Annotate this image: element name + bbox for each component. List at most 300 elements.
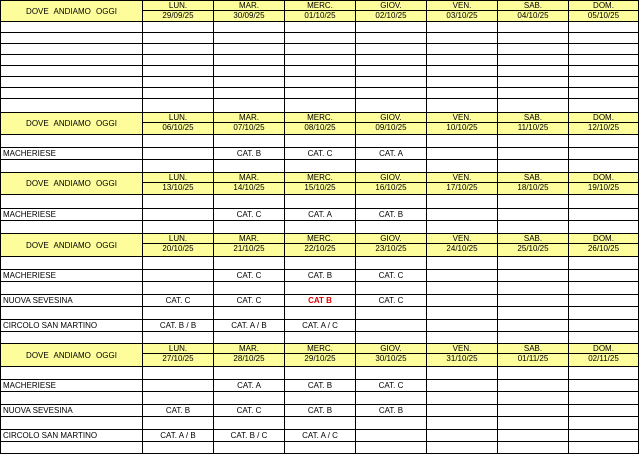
day-name: DOM. <box>569 234 638 244</box>
day-header <box>143 113 214 135</box>
category-cell <box>356 22 427 33</box>
category-cell <box>285 44 356 55</box>
day-name: GIOV. <box>356 344 426 354</box>
category-cell <box>285 257 356 270</box>
category-cell <box>214 221 285 234</box>
category-cell <box>427 88 498 99</box>
table-row <box>0 55 640 66</box>
category-cell <box>498 221 569 234</box>
category-cell <box>143 380 214 392</box>
category-cell <box>427 405 498 417</box>
category-cell <box>285 195 356 209</box>
category-cell <box>143 195 214 209</box>
category-cell <box>569 33 639 44</box>
category-cell <box>285 307 356 320</box>
category-cell <box>427 417 498 430</box>
category-cell <box>285 282 356 295</box>
place-name <box>0 160 143 173</box>
table-row <box>0 320 640 332</box>
category-cell <box>498 320 569 332</box>
place-name: MACHERIESE <box>0 270 143 282</box>
table-row <box>0 295 640 307</box>
day-header <box>569 344 639 367</box>
category-cell <box>569 148 639 160</box>
place-name <box>0 257 143 270</box>
day-header <box>214 344 285 367</box>
place-name <box>0 99 143 113</box>
table-row <box>0 332 640 344</box>
day-date: 26/10/25 <box>587 244 620 253</box>
category-cell <box>498 442 569 454</box>
category-cell <box>143 33 214 44</box>
category-cell <box>569 66 639 77</box>
table-row <box>0 221 640 234</box>
section-title: DOVE ANDIAMO OGGI <box>0 344 143 367</box>
category-cell: CAT. C <box>356 270 427 282</box>
category-cell: CAT. C <box>356 380 427 392</box>
day-date: 03/10/25 <box>446 11 478 20</box>
table-row <box>0 430 640 442</box>
category-cell: CAT. C <box>285 148 356 160</box>
day-header <box>569 173 639 195</box>
day-date: 29/10/25 <box>304 354 336 363</box>
day-date: 30/09/25 <box>233 11 265 20</box>
category-cell <box>214 66 285 77</box>
place-name <box>0 221 143 234</box>
day-header <box>214 0 285 22</box>
day-name: GIOV. <box>356 173 426 183</box>
day-name: VEN. <box>427 173 497 183</box>
place-name <box>0 135 143 148</box>
category-cell <box>569 270 639 282</box>
category-cell <box>356 367 427 380</box>
section-title: DOVE ANDIAMO OGGI <box>0 0 143 22</box>
day-name: VEN. <box>427 1 497 11</box>
place-name <box>0 332 143 344</box>
day-date: 01/10/25 <box>304 11 336 20</box>
category-cell <box>427 160 498 173</box>
category-cell: CAT B <box>285 295 356 307</box>
category-cell <box>427 307 498 320</box>
day-name: DOM. <box>569 113 638 123</box>
category-cell <box>427 33 498 44</box>
category-cell: CAT. B <box>285 380 356 392</box>
week-section <box>0 113 640 173</box>
category-cell <box>285 88 356 99</box>
table-row <box>0 209 640 221</box>
category-cell: CAT. B <box>356 209 427 221</box>
category-cell <box>498 148 569 160</box>
category-cell <box>569 405 639 417</box>
day-header <box>498 113 569 135</box>
day-date: 29/09/25 <box>162 11 194 20</box>
category-cell <box>427 44 498 55</box>
place-name: MACHERIESE <box>0 148 143 160</box>
category-cell <box>427 282 498 295</box>
category-cell <box>427 209 498 221</box>
category-cell <box>427 332 498 344</box>
day-date: 20/10/25 <box>162 244 194 253</box>
day-name: SAB. <box>498 344 568 354</box>
place-name <box>0 442 143 454</box>
category-cell <box>498 295 569 307</box>
day-name: MERC. <box>285 113 355 123</box>
day-name: DOM. <box>569 173 638 183</box>
day-name: LUN. <box>143 1 213 11</box>
category-cell <box>498 22 569 33</box>
category-cell <box>356 44 427 55</box>
category-cell: CAT. B <box>214 148 285 160</box>
category-cell <box>285 33 356 44</box>
category-cell <box>143 282 214 295</box>
week-header-row <box>0 344 640 367</box>
table-row <box>0 88 640 99</box>
table-row <box>0 270 640 282</box>
category-cell <box>356 135 427 148</box>
day-header <box>143 234 214 257</box>
category-cell <box>143 307 214 320</box>
category-cell: CAT. C <box>214 270 285 282</box>
category-cell <box>427 135 498 148</box>
table-row <box>0 417 640 430</box>
category-cell <box>356 66 427 77</box>
day-date: 21/10/25 <box>233 244 265 253</box>
category-cell <box>143 55 214 66</box>
category-cell <box>569 88 639 99</box>
category-cell <box>214 367 285 380</box>
day-name: MERC. <box>285 1 355 11</box>
category-cell <box>285 77 356 88</box>
table-row <box>0 77 640 88</box>
category-cell <box>356 99 427 113</box>
category-cell <box>427 195 498 209</box>
table-row <box>0 33 640 44</box>
category-cell <box>498 380 569 392</box>
category-cell <box>498 270 569 282</box>
category-cell <box>143 392 214 405</box>
category-cell <box>143 66 214 77</box>
day-header <box>143 344 214 367</box>
week-header-row <box>0 173 640 195</box>
day-name: MERC. <box>285 234 355 244</box>
day-name: MERC. <box>285 344 355 354</box>
day-header <box>285 0 356 22</box>
table-row <box>0 66 640 77</box>
day-name: DOM. <box>569 344 638 354</box>
section-title: DOVE ANDIAMO OGGI <box>0 234 143 257</box>
category-cell <box>569 332 639 344</box>
category-cell <box>498 77 569 88</box>
day-name: SAB. <box>498 234 568 244</box>
category-cell <box>569 195 639 209</box>
day-name: GIOV. <box>356 234 426 244</box>
day-header <box>569 234 639 257</box>
category-cell <box>143 442 214 454</box>
category-cell: CAT. A / B <box>143 430 214 442</box>
category-cell <box>427 295 498 307</box>
category-cell <box>356 195 427 209</box>
table-row <box>0 148 640 160</box>
day-header <box>498 0 569 22</box>
category-cell <box>498 44 569 55</box>
table-row <box>0 392 640 405</box>
place-name <box>0 417 143 430</box>
category-cell <box>569 77 639 88</box>
day-name: LUN. <box>143 173 213 183</box>
category-cell <box>356 442 427 454</box>
day-date: 23/10/25 <box>375 244 407 253</box>
day-name: GIOV. <box>356 113 426 123</box>
category-cell <box>143 209 214 221</box>
category-cell <box>143 135 214 148</box>
day-name: VEN. <box>427 113 497 123</box>
category-cell <box>498 367 569 380</box>
category-cell <box>427 55 498 66</box>
category-cell <box>356 320 427 332</box>
category-cell <box>285 135 356 148</box>
week-header-row <box>0 0 640 22</box>
category-cell <box>214 135 285 148</box>
day-name: DOM. <box>569 1 638 11</box>
category-cell <box>356 33 427 44</box>
category-cell <box>498 332 569 344</box>
category-cell <box>356 332 427 344</box>
category-cell <box>214 195 285 209</box>
category-cell <box>498 55 569 66</box>
day-header <box>427 0 498 22</box>
category-cell <box>498 99 569 113</box>
day-name: SAB. <box>498 173 568 183</box>
category-cell <box>285 442 356 454</box>
category-cell: CAT. C <box>143 295 214 307</box>
day-date: 31/10/25 <box>446 354 478 363</box>
category-cell <box>214 99 285 113</box>
day-date: 24/10/25 <box>446 244 478 253</box>
category-cell <box>143 99 214 113</box>
category-cell <box>285 99 356 113</box>
category-cell: CAT. C <box>214 405 285 417</box>
day-date: 16/10/25 <box>375 183 407 192</box>
category-cell <box>356 221 427 234</box>
category-cell: CAT. A / C <box>285 430 356 442</box>
day-header <box>569 113 639 135</box>
category-cell <box>356 257 427 270</box>
category-cell <box>498 66 569 77</box>
category-cell <box>356 88 427 99</box>
day-header <box>356 0 427 22</box>
week-section <box>0 0 640 113</box>
category-cell <box>356 160 427 173</box>
day-name: MAR. <box>214 344 284 354</box>
category-cell <box>214 55 285 66</box>
category-cell <box>427 380 498 392</box>
place-name <box>0 88 143 99</box>
category-cell <box>569 367 639 380</box>
day-date: 10/10/25 <box>446 123 478 132</box>
place-name <box>0 367 143 380</box>
day-header <box>356 113 427 135</box>
day-header <box>143 173 214 195</box>
category-cell <box>143 417 214 430</box>
day-name: LUN. <box>143 234 213 244</box>
day-header <box>427 344 498 367</box>
day-header <box>356 344 427 367</box>
category-cell <box>285 392 356 405</box>
day-header <box>356 234 427 257</box>
category-cell <box>569 380 639 392</box>
table-row <box>0 307 640 320</box>
category-cell <box>427 270 498 282</box>
table-row <box>0 405 640 417</box>
day-date: 12/10/25 <box>587 123 620 132</box>
table-row <box>0 380 640 392</box>
place-name <box>0 55 143 66</box>
table-row <box>0 282 640 295</box>
category-cell <box>143 221 214 234</box>
day-date: 02/11/25 <box>588 354 619 363</box>
category-cell <box>569 295 639 307</box>
category-cell <box>214 307 285 320</box>
category-cell <box>356 282 427 295</box>
category-cell <box>285 417 356 430</box>
day-date: 02/10/25 <box>375 11 407 20</box>
category-cell <box>427 442 498 454</box>
category-cell <box>214 392 285 405</box>
day-date: 15/10/25 <box>304 183 336 192</box>
category-cell: CAT. B <box>285 270 356 282</box>
category-cell <box>356 430 427 442</box>
category-cell <box>498 209 569 221</box>
category-cell <box>498 307 569 320</box>
category-cell <box>356 417 427 430</box>
category-cell <box>569 44 639 55</box>
category-cell <box>498 160 569 173</box>
category-cell <box>143 270 214 282</box>
table-row <box>0 22 640 33</box>
day-date: 06/10/25 <box>162 123 194 132</box>
category-cell <box>498 33 569 44</box>
day-date: 04/10/25 <box>517 11 549 20</box>
day-header <box>143 0 214 22</box>
place-name: NUOVA SEVESINA <box>0 295 143 307</box>
week-section <box>0 344 640 454</box>
category-cell <box>356 55 427 66</box>
place-name <box>0 22 143 33</box>
category-cell <box>143 332 214 344</box>
day-date: 01/11/25 <box>517 354 549 363</box>
day-header <box>285 173 356 195</box>
day-date: 11/10/25 <box>517 123 549 132</box>
category-cell <box>498 417 569 430</box>
day-header <box>569 0 639 22</box>
day-name: VEN. <box>427 344 497 354</box>
category-cell <box>427 99 498 113</box>
category-cell: CAT. B / C <box>214 430 285 442</box>
category-cell <box>427 148 498 160</box>
day-date: 09/10/25 <box>375 123 407 132</box>
table-row <box>0 99 640 113</box>
category-cell <box>498 405 569 417</box>
category-cell <box>214 88 285 99</box>
category-cell: CAT. B / B <box>143 320 214 332</box>
week-header-row <box>0 113 640 135</box>
place-name: CIRCOLO SAN MARTINO <box>0 320 143 332</box>
category-cell <box>214 282 285 295</box>
category-cell <box>427 22 498 33</box>
category-cell <box>143 148 214 160</box>
day-name: MERC. <box>285 173 355 183</box>
category-cell <box>214 77 285 88</box>
category-cell: CAT. B <box>285 405 356 417</box>
category-cell: CAT. B <box>356 405 427 417</box>
day-date: 30/10/25 <box>375 354 407 363</box>
day-name: SAB. <box>498 1 568 11</box>
category-cell <box>285 367 356 380</box>
table-row <box>0 367 640 380</box>
day-header <box>285 113 356 135</box>
category-cell <box>143 88 214 99</box>
day-name: SAB. <box>498 113 568 123</box>
category-cell <box>214 417 285 430</box>
category-cell <box>214 332 285 344</box>
place-name <box>0 392 143 405</box>
day-date: 05/10/25 <box>587 11 620 20</box>
day-date: 27/10/25 <box>162 354 194 363</box>
day-name: LUN. <box>143 344 213 354</box>
day-date: 18/10/25 <box>517 183 549 192</box>
category-cell <box>569 417 639 430</box>
category-cell <box>427 77 498 88</box>
section-title: DOVE ANDIAMO OGGI <box>0 173 143 195</box>
day-name: MAR. <box>214 173 284 183</box>
category-cell <box>569 307 639 320</box>
category-cell: CAT. A / B <box>214 320 285 332</box>
category-cell <box>214 33 285 44</box>
category-cell <box>285 66 356 77</box>
category-cell <box>214 44 285 55</box>
section-title: DOVE ANDIAMO OGGI <box>0 113 143 135</box>
category-cell <box>498 392 569 405</box>
category-cell <box>569 320 639 332</box>
day-date: 08/10/25 <box>304 123 336 132</box>
category-cell <box>569 282 639 295</box>
table-row <box>0 135 640 148</box>
day-header <box>214 173 285 195</box>
category-cell <box>214 442 285 454</box>
place-name <box>0 195 143 209</box>
category-cell <box>498 282 569 295</box>
day-date: 14/10/25 <box>233 183 265 192</box>
table-row <box>0 442 640 454</box>
day-header <box>427 113 498 135</box>
category-cell <box>569 160 639 173</box>
place-name: CIRCOLO SAN MARTINO <box>0 430 143 442</box>
category-cell <box>143 367 214 380</box>
category-cell <box>427 221 498 234</box>
category-cell <box>569 221 639 234</box>
table-row <box>0 257 640 270</box>
day-header <box>427 234 498 257</box>
category-cell <box>285 221 356 234</box>
category-cell <box>143 44 214 55</box>
category-cell <box>498 88 569 99</box>
category-cell <box>356 307 427 320</box>
day-name: VEN. <box>427 234 497 244</box>
day-name: MAR. <box>214 234 284 244</box>
category-cell: CAT. A <box>356 148 427 160</box>
category-cell <box>143 160 214 173</box>
category-cell <box>569 442 639 454</box>
